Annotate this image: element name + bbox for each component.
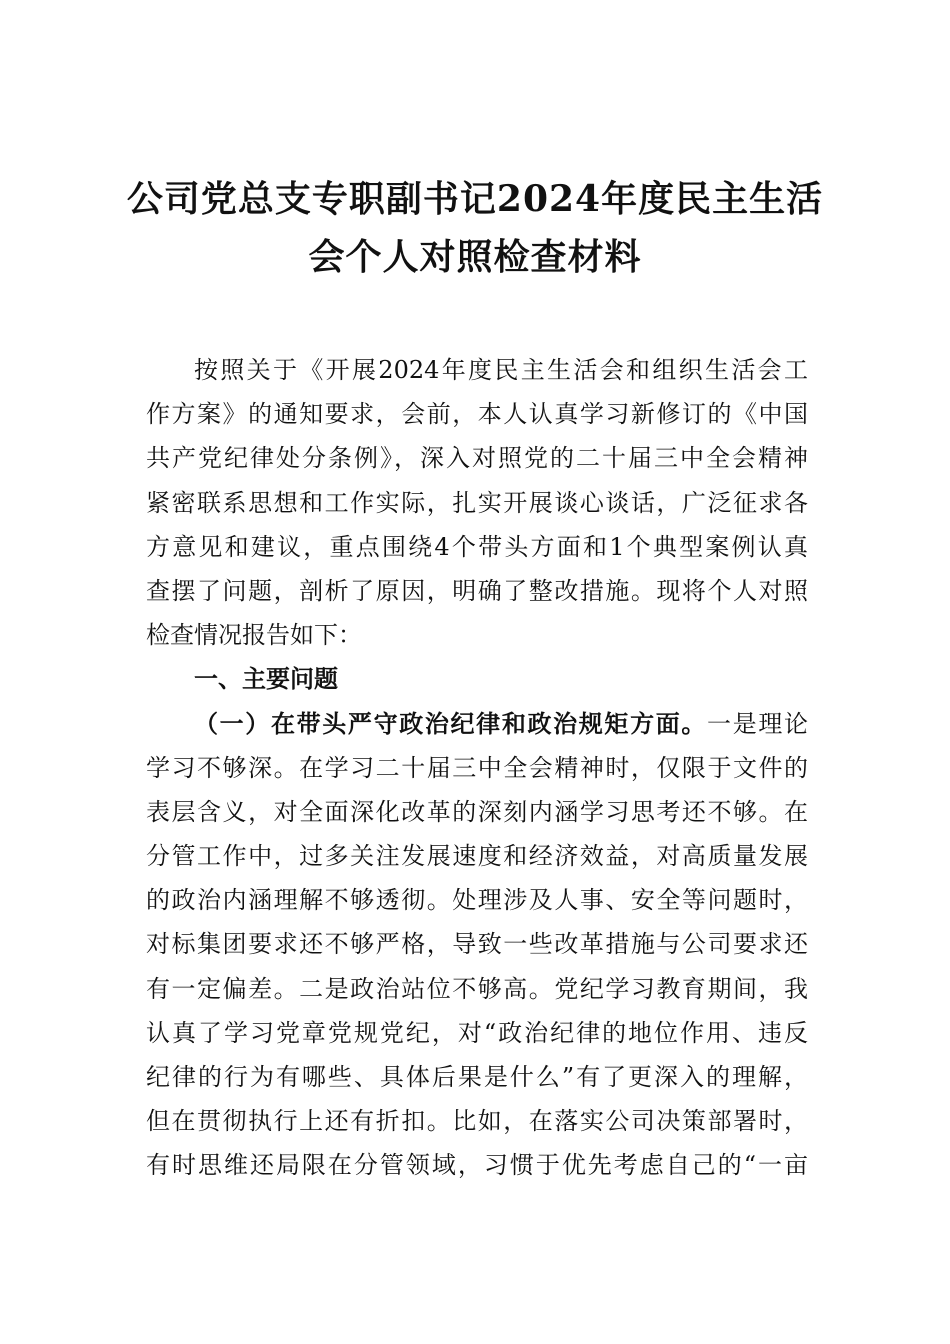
- title-line-2: 会个人对照检查材料: [308, 236, 642, 278]
- subsection-first-line: [146, 702, 808, 746]
- intro-line: 检查情况报告如下：: [146, 621, 362, 650]
- title-line-1: 公司党总支专职副书记2024年度民主生活: [126, 178, 824, 220]
- section-heading: 一、主要问题: [194, 665, 338, 694]
- document-body: [146, 348, 808, 1188]
- body-line: 但在贯彻执行上还有折扣。比如，在落实公司决策部署时，: [146, 1107, 808, 1136]
- body-line: 认真了学习党章党规党纪，对“政治纪律的地位作用、违反: [146, 1018, 808, 1047]
- intro-line: 紧密联系思想和工作实际，扎实开展谈心谈话，广泛征求各: [146, 488, 808, 517]
- subsection-title: （一）在带头严守政治纪律和政治规矩方面。: [194, 708, 708, 738]
- document-title: [0, 170, 950, 286]
- subsection-first-line-rest: 一是理论: [707, 709, 809, 738]
- intro-line: 作方案》的通知要求，会前，本人认真学习新修订的《中国: [146, 400, 808, 429]
- body-line: 的政治内涵理解不够透彻。处理涉及人事、安全等问题时，: [146, 886, 808, 915]
- body-line: 纪律的行为有哪些、具体后果是什么”有了更深入的理解，: [146, 1063, 808, 1091]
- intro-line: 方意见和建议，重点围绕4个带头方面和1个典型案例认真: [146, 532, 808, 561]
- body-line: 表层含义，对全面深化改革的深刻内涵学习思考还不够。在: [146, 797, 808, 826]
- body-line: 分管工作中，过多关注发展速度和经济效益，对高质量发展: [146, 842, 808, 871]
- body-line: 有一定偏差。二是政治站位不够高。党纪学习教育期间，我: [146, 974, 808, 1003]
- intro-line: 查摆了问题，剖析了原因，明确了整改措施。现将个人对照: [146, 576, 808, 605]
- body-line: 对标集团要求还不够严格，导致一些改革措施与公司要求还: [146, 930, 808, 959]
- intro-line: 按照关于《开展2024年度民主生活会和组织生活会工: [194, 356, 808, 384]
- body-line: 有时思维还局限在分管领域，习惯于优先考虑自己的“一亩: [146, 1151, 808, 1180]
- intro-line: 共产党纪律处分条例》，深入对照党的二十届三中全会精神: [146, 444, 808, 473]
- body-line: 学习不够深。在学习二十届三中全会精神时，仅限于文件的: [146, 753, 808, 782]
